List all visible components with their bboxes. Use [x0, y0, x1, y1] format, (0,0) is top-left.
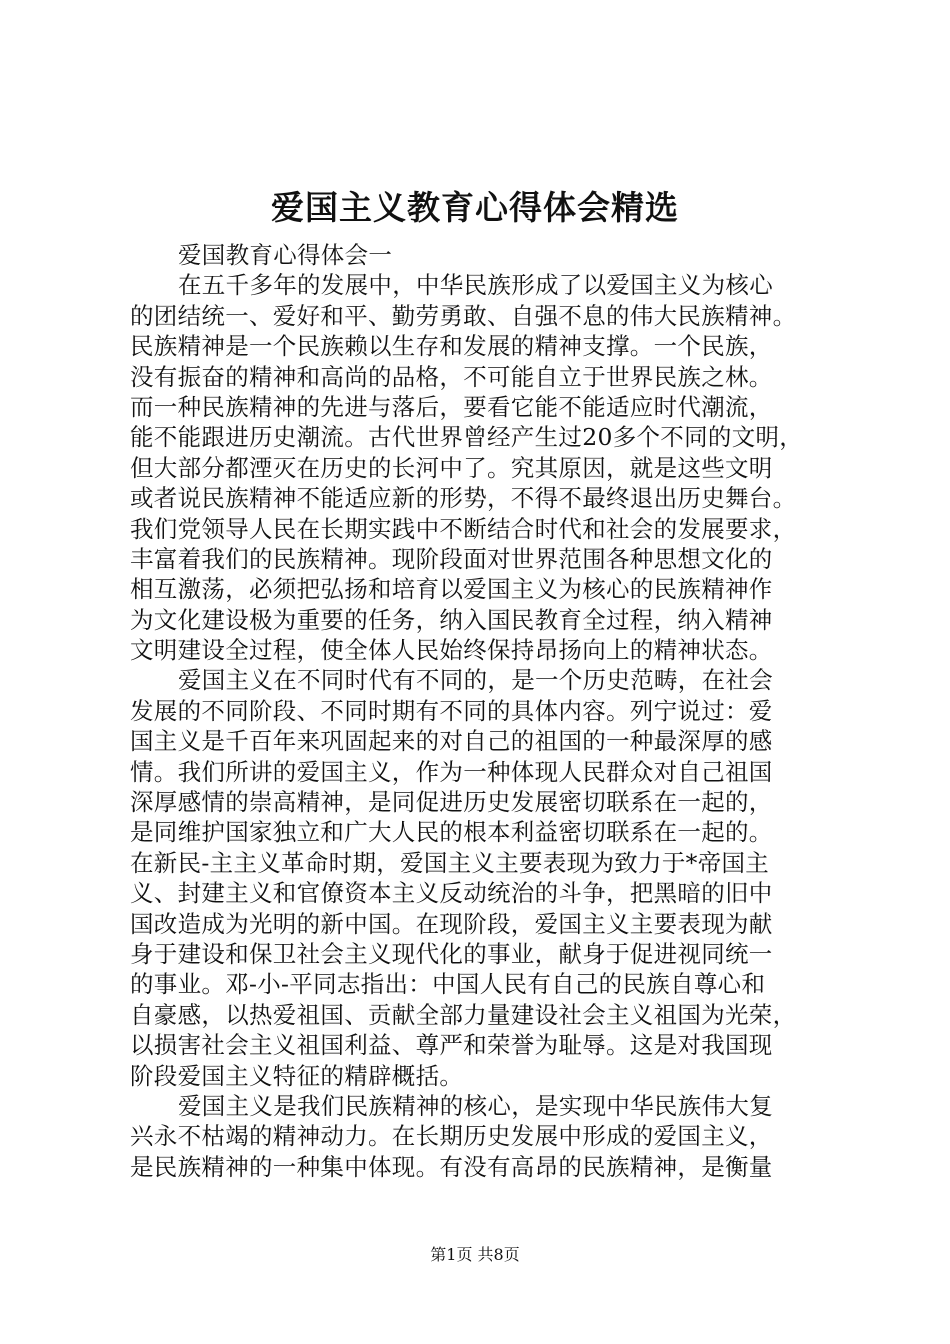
- paragraph-line: 但大部分都湮灭在历史的长河中了。究其原因，就是这些文明: [130, 453, 773, 482]
- paragraph-line: 以损害社会主义祖国利益、尊严和荣誉为耻辱。这是对我国现: [130, 1031, 773, 1060]
- paragraph-line: 爱国主义在不同时代有不同的，是一个历史范畴，在社会: [178, 666, 773, 695]
- paragraph-line: 相互激荡，必须把弘扬和培育以爱国主义为核心的民族精神作: [130, 575, 773, 604]
- page-number-footer: 第1页 共8页: [430, 1245, 520, 1264]
- document-title: 爱国主义教育心得体会精选: [271, 188, 679, 227]
- paragraph-line: 能不能跟进历史潮流。古代世界曾经产生过20多个不同的文明，: [130, 423, 804, 452]
- paragraph-line: 爱国主义是我们民族精神的核心，是实现中华民族伟大复: [178, 1091, 773, 1120]
- paragraph-line: 或者说民族精神不能适应新的形势，不得不最终退出历史舞台。: [130, 484, 797, 513]
- paragraph-line: 文明建设全过程，使全体人民始终保持昂扬向上的精神状态。: [130, 636, 773, 665]
- paragraph-line: 民族精神是一个民族赖以生存和发展的精神支撑。一个民族，: [130, 332, 773, 361]
- paragraph-line: 阶段爱国主义特征的精辟概括。: [130, 1061, 464, 1090]
- paragraph-line: 的事业。邓-小-平同志指出：中国人民有自己的民族自尊心和: [130, 970, 766, 999]
- paragraph-line: 在五千多年的发展中，中华民族形成了以爱国主义为核心: [178, 271, 773, 300]
- paragraph-line: 是同维护国家独立和广大人民的根本利益密切联系在一起的。: [130, 818, 773, 847]
- paragraph-line: 在新民-主主义革命时期，爱国主义主要表现为致力于*帝国主: [130, 848, 770, 877]
- paragraph-line: 是民族精神的一种集中体现。有没有高昂的民族精神，是衡量: [130, 1152, 773, 1181]
- paragraph-line: 丰富着我们的民族精神。现阶段面对世界范围各种思想文化的: [130, 544, 773, 573]
- paragraph-line: 没有振奋的精神和高尚的品格，不可能自立于世界民族之林。: [130, 362, 773, 391]
- paragraph-line: 国改造成为光明的新中国。在现阶段，爱国主义主要表现为献: [130, 909, 773, 938]
- paragraph-line: 深厚感情的崇高精神，是同促进历史发展密切联系在一起的，: [130, 788, 773, 817]
- paragraph-line: 的团结统一、爱好和平、勤劳勇敢、自强不息的伟大民族精神。: [130, 301, 797, 330]
- section-heading: 爱国教育心得体会一: [178, 241, 393, 269]
- paragraph-line: 义、封建主义和官僚资本主义反动统治的斗争，把黑暗的旧中: [130, 879, 773, 908]
- paragraph-line: 情。我们所讲的爱国主义，作为一种体现人民群众对自己祖国: [130, 757, 773, 786]
- document-body: [130, 240, 830, 1182]
- paragraph-line: 发展的不同阶段、不同时期有不同的具体内容。列宁说过：爱: [130, 696, 773, 725]
- paragraph-line: 兴永不枯竭的精神动力。在长期历史发展中形成的爱国主义，: [130, 1122, 773, 1151]
- paragraph-line: 国主义是千百年来巩固起来的对自己的祖国的一种最深厚的感: [130, 727, 773, 756]
- paragraph-line: 身于建设和保卫社会主义现代化的事业，献身于促进视同统一: [130, 939, 773, 968]
- paragraph-line: 而一种民族精神的先进与落后，要看它能不能适应时代潮流，: [130, 392, 773, 421]
- paragraph-line: 自豪感，以热爱祖国、贡献全部力量建设社会主义祖国为光荣，: [130, 1000, 797, 1029]
- paragraph-line: 为文化建设极为重要的任务，纳入国民教育全过程，纳入精神: [130, 605, 773, 634]
- paragraph-line: 我们党领导人民在长期实践中不断结合时代和社会的发展要求，: [130, 514, 797, 543]
